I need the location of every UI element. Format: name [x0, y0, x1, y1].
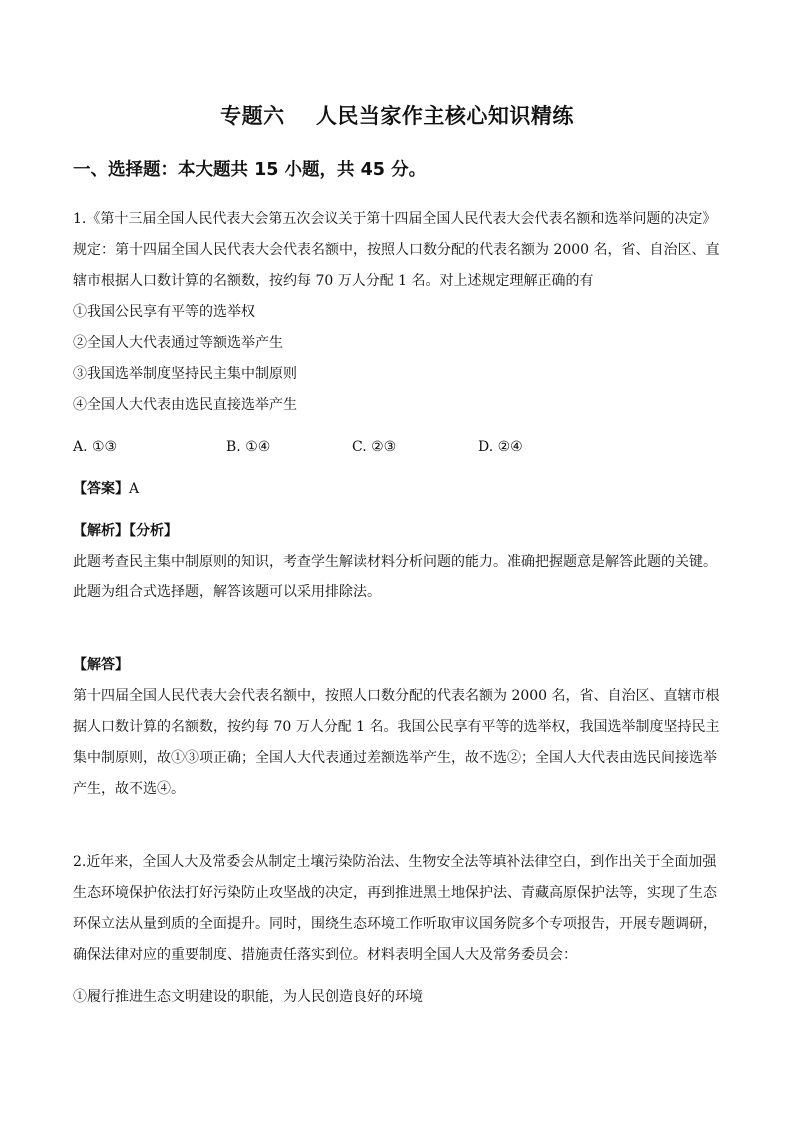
q1-option-b: B. ①④ [226, 439, 271, 455]
q1-solution-line: 集中制原则，故①③项正确；全国人大代表通过差额选举产生，故不选②；全国人大代表由选民间接选举 [73, 750, 717, 766]
q1-answer [73, 479, 139, 499]
q1-statement: ③我国选举制度坚持民主集中制原则 [73, 366, 297, 382]
q2-stem-line: 环保立法从量到质的全面提升。同时，围绕生态环境工作听取审议国务院多个专项报告，开展专题调研， [73, 916, 717, 932]
q1-option-c: C. ②③ [352, 439, 397, 455]
q1-analysis-label: 【解析】【分析】 [73, 523, 178, 539]
q1-statement: ①我国公民享有平等的选举权 [73, 304, 255, 320]
q1-solution-label: 【解答】 [73, 657, 129, 673]
answer-value: A [129, 481, 140, 497]
q1-analysis-line: 此题考查民主集中制原则的知识，考查学生解读材料分析问题的能力。准确把握题意是解答此题的关键。 [73, 554, 717, 570]
q2-stem-line: 生态环境保护依法打好污染防止攻坚战的决定，再到推进黑土地保护法、青藏高原保护法等，实现了生态 [73, 885, 717, 901]
q1-statement: ②全国人大代表通过等额选举产生 [73, 335, 283, 351]
q2-stem-line: 2.近年来，全国人大及常委会从制定土壤污染防治法、生物安全法等填补法律空白，到作出关于全面加强 [73, 854, 717, 870]
q1-stem-line: 1.《第十三届全国人民代表大会第五次会议关于第十四届全国人民代表大会代表名额和选举问题的决定》 [73, 211, 717, 227]
q1-solution-line: 产生，故不选④。 [73, 781, 185, 797]
q1-stem-line: 规定：第十四届全国人民代表大会代表名额中，按照人口数分配的代表名额为 2000 名，省、自治区、直 [73, 242, 720, 258]
answer-label: 【答案】 [73, 481, 129, 497]
q1-statement: ④全国人大代表由选民直接选举产生 [73, 397, 297, 413]
q2-stem-line: 确保法律对应的重要制度、措施责任落实到位。材料表明全国人大及常务委员会： [73, 947, 577, 963]
q1-analysis-line: 此题为组合式选择题，解答该题可以采用排除法。 [73, 584, 381, 600]
q1-solution-line: 第十四届全国人民代表大会代表名额中，按照人口数分配的代表名额为 2000 名，省、自治区、直辖市根 [73, 688, 720, 704]
q1-option-a: A. ①③ [73, 439, 118, 455]
section-heading: 一、选择题：本大题共 15 小题，共 45 分。 [73, 160, 427, 180]
q2-statement: ①履行推进生态文明建设的职能，为人民创造良好的环境 [73, 989, 423, 1005]
page-title: 专题六 人民当家作主核心知识精练 [220, 104, 574, 128]
q1-option-d: D. ②④ [478, 439, 523, 455]
q1-stem-line: 辖市根据人口数计算的名额数，按约每 70 万人分配 1 名。对上述规定理解正确的有 [73, 273, 594, 289]
q1-solution-line: 据人口数计算的名额数，按约每 70 万人分配 1 名。我国公民享有平等的选举权，我国选举制度坚持民主 [73, 719, 720, 735]
